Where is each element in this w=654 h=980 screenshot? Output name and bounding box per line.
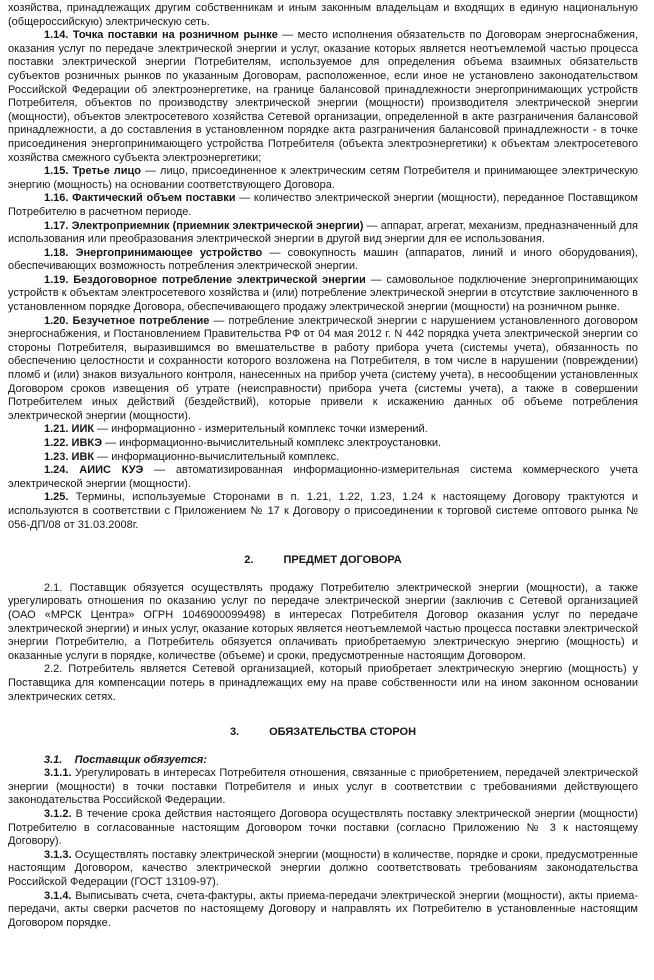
clause-number: 3.1.2. [44, 808, 72, 821]
clause-number: 1.25. [44, 491, 69, 504]
subsection-3-1-heading [8, 754, 638, 768]
clause-number: 1.17. [44, 219, 69, 232]
clause-term: ИИК [71, 423, 95, 436]
clause-1-14 [8, 29, 638, 165]
clause-1-16 [8, 192, 638, 219]
clause-1-15 [8, 165, 638, 192]
clause-text: — совокупность машин (аппаратов, линий и иного оборудования), обеспечивающих возможность потребления электрической энергии. [8, 246, 638, 273]
section-2-heading [8, 554, 638, 568]
clause-3-1-3 [8, 849, 638, 890]
clause-text: — информационно - измерительный комплекс точки измерений. [94, 423, 428, 436]
clause-1-17 [8, 220, 638, 247]
clause-term: ИВКЭ [71, 437, 103, 449]
clause-number: 1.23. [44, 450, 69, 463]
clause-term: ИВК [71, 450, 95, 463]
clause-number: 1.16. [44, 192, 69, 205]
paragraph-continuation: хозяйства, принадлежащих другим собственникам и иным законным владельцам и входящих в единую национальную (общероссийскую) электрическую сеть. [8, 2, 638, 28]
clause-term: Безучетное потребление [72, 314, 210, 327]
clause-text: — потребление электрической энергии с нарушением установленного договором энергоснабжения, и Постановлением Правительства РФ от 04 мая 2012 г. N 442 порядка учета электрической энергии со стороны Потребителя, выразившимся во вмешательстве в работу прибора учета (системы учета), обязанность по обеспечению целостности и сохранности которого возложена на Потребителя, в том числе в нарушении (повреждении) пломб и (или) знаков визуального контроля, нанесенных на прибор учета (систему учета), в несообщении установленных Договором сроков извещения об утрате (неисправности) прибора учета (системы учета), а также в совершении Потребителем иных действий (бездействий), которые привели к искажению данных об объеме потребления электрической энергии (мощности). [8, 314, 638, 422]
clause-1-23 [8, 451, 638, 465]
clause-3-1-4 [8, 890, 638, 931]
clause-term: АИИС КУЭ [79, 464, 144, 477]
clause-text: Выписывать счета, счета-фактуры, акты приема-передачи электрической энергии (мощности), акты приема-передачи, акты сверки расчетов по настоящему Договору и направлять их Потребителю в установленные настоящим Договором порядке. [8, 889, 638, 929]
clause-2-2: 2.2. Потребитель является Сетевой организацией, который приобретает электрическую энергию (мощность) у Поставщика для компенсации потерь в принадлежащих ему на праве собственности или на ином законном основании электрических сетях. [8, 663, 638, 703]
clause-text: Осуществлять поставку электрической энергии (мощности) в количестве, порядке и сроки, предусмотренные настоящим Договором, качество электрической энергии должно соответствовать требованиям законодательства Российской Федерации (ГОСТ 13109-97). [8, 848, 638, 889]
clause-text: — автоматизированная информационно-измерительная система коммерческого учета электрической энергии (мощности). [8, 464, 638, 490]
section-number: 2. [244, 554, 254, 567]
clause-number: 1.20. [44, 314, 69, 327]
clause-number: 1.15. [44, 165, 69, 178]
clause-term: Фактический объем поставки [72, 192, 236, 205]
clause-term: Третье лицо [72, 165, 142, 178]
clause-1-19 [8, 274, 638, 315]
subsection-number: 3.1. [44, 753, 63, 766]
clause-number: 3.1.1. [44, 767, 72, 780]
section-title: ОБЯЗАТЕЛЬСТВА СТОРОН [269, 726, 417, 739]
clause-number: 3.1.4. [44, 889, 72, 902]
clause-term: Энергопринимающее устройство [75, 246, 263, 259]
clause-number: 1.19. [44, 273, 69, 286]
clause-3-1-2 [8, 808, 638, 849]
clause-text: Урегулировать в интересах Потребителя отношения, связанные с приобретением, передачей электрической энергии (мощности) в точки поставки Потребителя и иных услуг в соответствии с требованиями действующего законодательства Российской Федерации. [8, 767, 638, 807]
clause-number: 1.22. [44, 437, 69, 449]
clause-text: — информационно-вычислительный комплекс электроустановки. [102, 437, 442, 449]
clause-1-18 [8, 247, 638, 274]
clause-1-24 [8, 464, 638, 491]
section-3-heading [8, 726, 638, 740]
clause-1-20 [8, 315, 638, 424]
clause-text: — количество электрической энергии (мощности), переданное Поставщиком Потребителю в расчетном периоде. [8, 192, 638, 218]
clause-text: — самовольное подключение энергопринимающих устройств к объектам электросетевого хозяйства и (или) потребление электрической энергии в отсутствие заключенного в установленном порядке Договора, обеспечивающего продажу электрической энергии (мощности) на розничном рынке. [8, 273, 638, 314]
clause-text: Термины, используемые Сторонами в п. 1.21, 1.22, 1.23, 1.24 к настоящему Договору трактуются и используются в соответствии с Приложением № 17 к Договору о присоединении к торговой системе оптового рынка № 056-ДП/08 от 31.03.2008г. [8, 491, 638, 531]
clause-number: 1.21. [44, 423, 69, 436]
clause-term: Точка поставки на розничном рынке [72, 29, 278, 42]
clause-number: 1.24. [44, 464, 69, 477]
clause-term: Электроприемник (приемник электрической энергии) [71, 219, 364, 232]
clause-number: 1.18. [44, 246, 69, 259]
subsection-title: Поставщик обязуется: [74, 753, 207, 766]
clause-term: Бездоговорное потребление электрической энергии [73, 273, 366, 286]
clause-text: — лицо, присоединенное к электрическим сетям Потребителя и принимающее электрическую энергию (мощность) на основании соответствующего Договора. [8, 165, 639, 191]
section-number: 3. [229, 726, 240, 739]
clause-text: В течение срока действия настоящего Договора осуществлять поставку электрической энергии (мощности) Потребителю в согласованные настоящим Договором точки поставки (согласно Приложению № 3 к настоящему Договору). [8, 808, 638, 848]
clause-text: — информационно-вычислительный комплекс. [94, 450, 340, 463]
clause-number: 1.14. [44, 29, 69, 42]
clause-1-21 [8, 423, 638, 437]
clause-text: — аппарат, агрегат, механизм, предназначенный для использования или преобразования электрической энергии в другой вид энергии для ее использования. [8, 219, 638, 246]
clause-2-1: 2.1. Поставщик обязуется осуществлять продажу Потребителю электрической энергии (мощности), а также урегулировать отношения по оказанию услуг по передаче электрической энергии (заключив с Сетевой организацией (ОАО «МРСК Центра» ОГРН 1046900099498) в интересах Потребителя Договор оказания услуг по передаче электрической энергии) и иных услуг, оказание которых является неотъемлемой частью процесса поставки электрической энергии Потребителю, а Потребитель обязуется оплачивать приобретаемую электрическую энергию (мощность) и оказанные услуги в порядке, количестве (объеме) и сроки, предусмотренные настоящим Договором. [8, 581, 638, 662]
section-title: ПРЕДМЕТ ДОГОВОРА [283, 554, 402, 567]
clause-number: 3.1.3. [44, 848, 72, 861]
clause-3-1-1 [8, 767, 638, 808]
clause-1-22 [8, 437, 638, 451]
clause-text: — место исполнения обязательств по Договорам энергоснабжения, оказания услуг по передаче электрической энергии и услуг, оказание которых является неотъемлемой частью процесса поставки электрической энергии Потребителям, используемое для определения объема взаимных обязательств субъектов розничных рынков по указанным Договорам, расположенное, если иное не установлено законодательством Российской Федерации об электроэнергетике, на границе балансовой принадлежности энергопринимающих устройств Потребителя, объектов по производству электрической энергии (мощности) производителя электрической энергии (мощности), объектов электросетевого хозяйства Сетевой организации, определенной в акте разграничения балансовой принадлежности, а до составления в установленном порядке акта разграничения балансовой принадлежности - в точке присоединения энергопринимающего устройства Потребителя (объекта электроэнергетики) к объектам электросетевого хозяйства смежного субъекта электроэнергетики; [8, 29, 639, 164]
clause-1-25 [8, 491, 638, 532]
